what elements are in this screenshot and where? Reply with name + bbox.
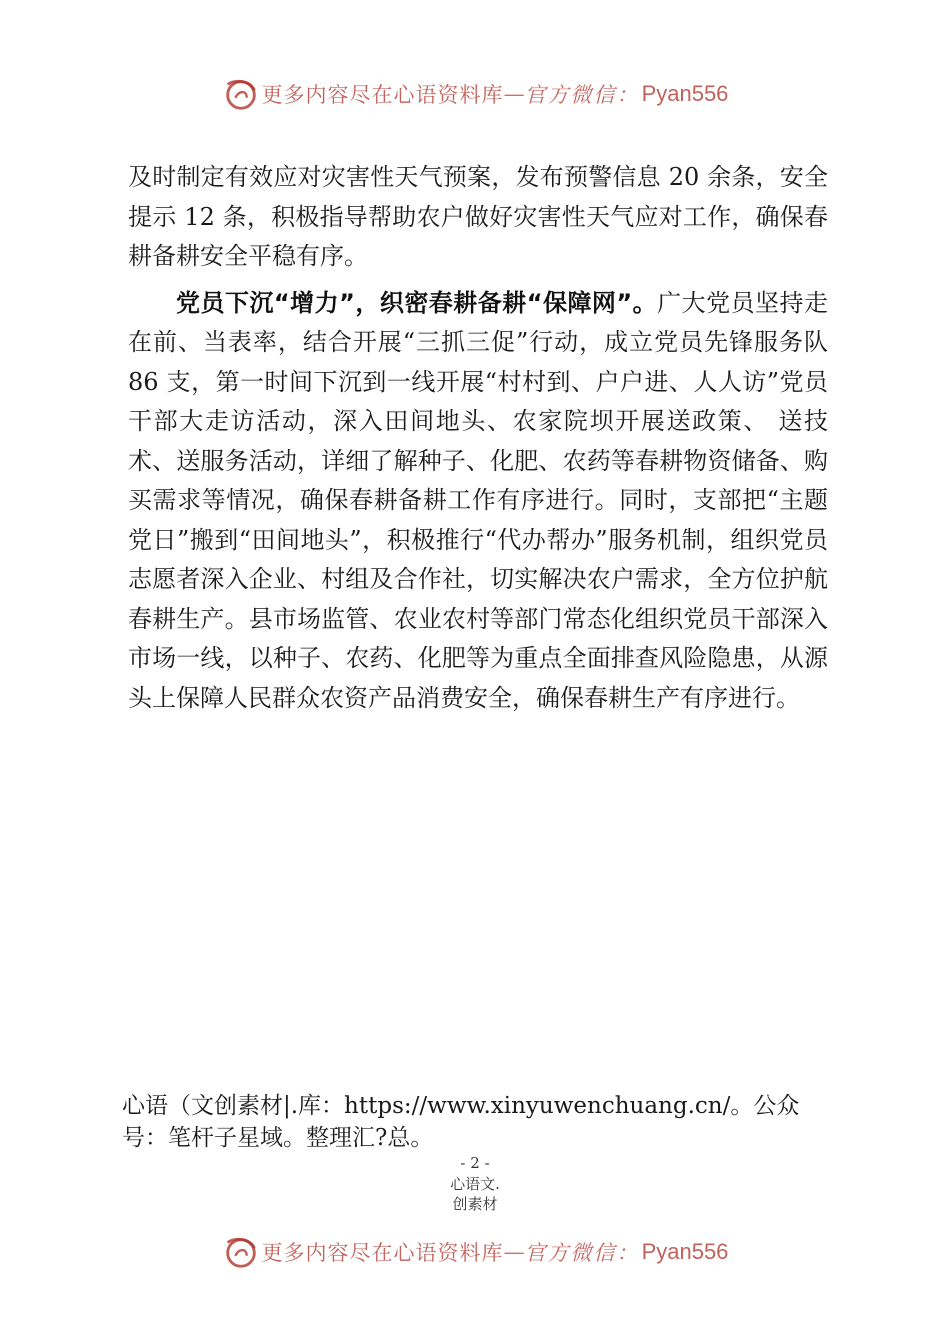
banner-separator: — xyxy=(503,82,525,106)
document-body xyxy=(128,158,828,718)
paragraph-2-text: 广大党员坚持走在前、当表率，结合开展“三抓三促”行动，成立党员先锋服务队 86 支，第一时间下沉到一线开展“村村到、户户进、人人访”党员干部大走访活动，深入田间地头、农家院坝开展送政策、 送技术、送服务活动，详细了解种子、化肥、农药等春耕物资储备、购买需求等情况，确保春耕备耕工作有序进行。同时，支部把“主题党日”搬到“田间地头”，积极推行“代办帮办”服务机制，组织党员志愿者深入企业、村组及合作社，切实解决农户需求，全方位护航春耕生产。县市场监管、农业农村等部门常态化组织党员干部深入市场一线，以种子、农药、化肥等为重点全面排查风险隐患，从源头上保障人民群众农资产品消费安全，确保春耕生产有序进行。 xyxy=(128,288,829,712)
page-number: - 2 - xyxy=(460,1154,490,1172)
paragraph-2 xyxy=(128,284,828,719)
banner-weixin-label: 官方微信： xyxy=(524,1241,640,1265)
footer-note: 心语（文创素材|.库：https://www.xinyuwenchuang.cn/。公众号：笔杆子星域。整理汇?总。 xyxy=(122,1093,800,1151)
banner-title: 更多内容尽在心语资料库 xyxy=(261,83,504,107)
banner-weixin-label: 官方微信： xyxy=(524,83,640,107)
paragraph-2-lead: 党员下沉“增力”，织密春耕备耕“保障网”。 xyxy=(176,288,658,317)
brand-logo-icon xyxy=(222,1233,260,1271)
header-banner xyxy=(0,72,950,116)
banner-title: 更多内容尽在心语资料库 xyxy=(261,1241,504,1265)
banner-weixin-id: Pyan556 xyxy=(641,81,729,106)
banner-weixin-id: Pyan556 xyxy=(641,1239,729,1264)
brand-logo-icon xyxy=(222,75,260,113)
footer-banner xyxy=(0,1230,950,1274)
paragraph-1: 及时制定有效应对灾害性天气预案，发布预警信息 20 余条，安全提示 12 条，积极指导帮助农户做好灾害性天气应对工作，确保春耕备耕安全平稳有序。 xyxy=(128,163,828,270)
footer-label-line-1: 心语文. xyxy=(450,1175,500,1193)
banner-separator: — xyxy=(503,1240,525,1264)
footer-label-line-2: 创素材 xyxy=(452,1195,498,1213)
